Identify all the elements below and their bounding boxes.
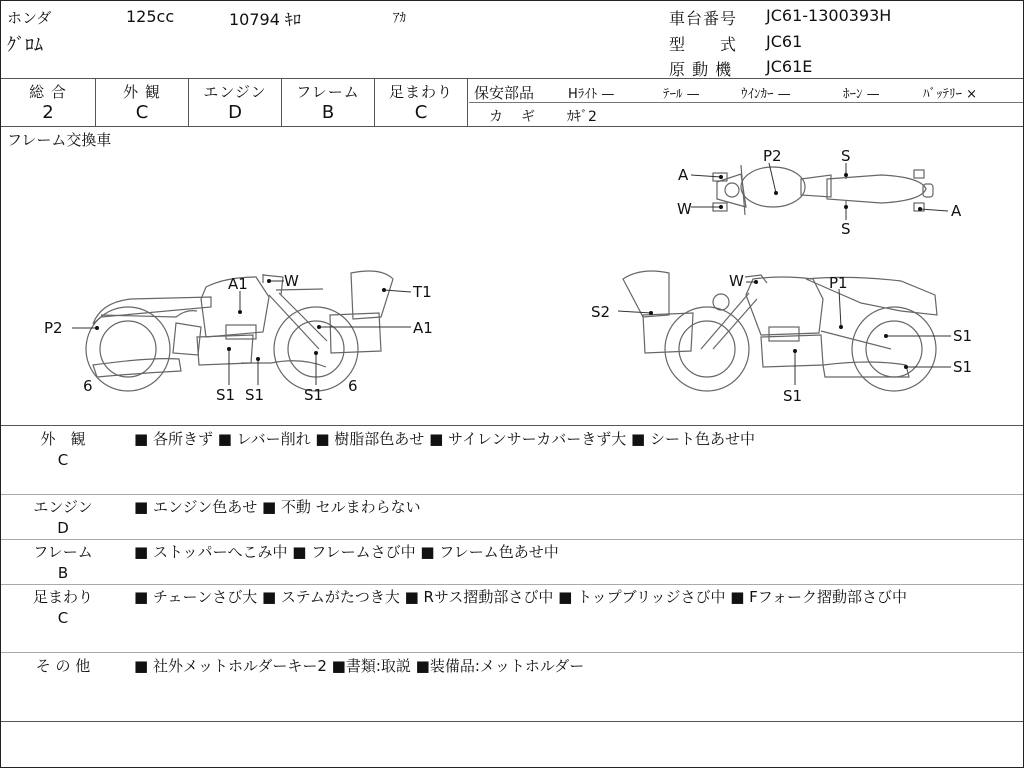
label-left-t1: T1 <box>413 283 432 301</box>
section-engine-text: ■ エンジン色あせ ■ 不動 セルまわらない <box>134 498 421 516</box>
engine-value: JC61E <box>766 57 813 76</box>
color: ｱｶ <box>393 11 406 26</box>
section-suspension-text: ■ チェーンさび大 ■ ステムがたつき大 ■ Rサス摺動部さび中 ■ トップブリッジさび中 ■ Fフォーク摺動部さび中 <box>134 588 908 606</box>
label-left-p2: P2 <box>44 319 63 337</box>
section-suspension-label: 足まわり C <box>32 588 93 627</box>
label-right-p1: P1 <box>829 274 848 292</box>
divider <box>1 721 1023 722</box>
label-top-s2: S <box>841 220 851 238</box>
model-name: ｸﾞﾛﾑ <box>7 35 43 56</box>
label-top-a: A <box>678 166 689 184</box>
note-frame-replaced: フレーム交換車 <box>7 131 112 149</box>
label-right-s1c: S1 <box>783 387 803 405</box>
grade-exterior: 外 観 C <box>123 83 161 123</box>
divider <box>1 584 1023 585</box>
key-value: ｶｷﾞ2 <box>567 109 597 125</box>
label-top-w: W <box>677 200 692 218</box>
label-left-6: 6 <box>83 377 93 395</box>
safety-horn: ﾎｰﾝ — <box>843 87 880 102</box>
grade-suspension: 足まわり C <box>388 83 453 123</box>
grade-engine: エンジン D <box>203 83 267 123</box>
label-left-s1b: S1 <box>245 386 265 404</box>
label-right-s1b: S1 <box>953 358 973 376</box>
grade-frame: フレーム B <box>296 83 360 123</box>
divider <box>1 425 1023 426</box>
frame-number-value: JC61-1300393H <box>766 6 892 25</box>
label-left-6b: 6 <box>348 377 358 395</box>
type-value: JC61 <box>766 32 803 51</box>
displacement: 125cc <box>126 7 175 26</box>
label-right-s2: S2 <box>591 303 611 321</box>
label-top-p2: P2 <box>763 147 782 165</box>
key-label: カ ギ <box>489 109 537 125</box>
right-side-motorcycle <box>623 271 937 391</box>
safety-winker: ｳｲﾝｶｰ — <box>741 87 791 102</box>
section-exterior-text: ■ 各所きず ■ レバー削れ ■ 樹脂部色あせ ■ サイレンサーカバーきず大 ■ シート色あせ中 <box>134 430 756 448</box>
label-left-w: W <box>284 272 299 290</box>
maker: ホンダ <box>7 9 52 27</box>
section-engine-label: エンジン D <box>33 498 93 537</box>
divider <box>1 652 1023 653</box>
safety-title: 保安部品 <box>474 84 535 102</box>
label-right-w: W <box>729 272 744 290</box>
type-label: 型 式 <box>669 35 738 54</box>
frame-number-label: 車台番号 <box>669 9 738 28</box>
divider <box>1 539 1023 540</box>
safety-battery: ﾊﾞｯﾃﾘｰ × <box>923 87 978 102</box>
label-left-a1b: A1 <box>413 319 433 337</box>
section-other-text: ■ 社外メットホルダーキー2 ■書類:取説 ■装備品:メットホルダー <box>134 657 585 675</box>
section-other-label: そ の 他 <box>35 657 91 675</box>
top-view-motorcycle <box>713 165 933 215</box>
section-frame-label: フレーム B <box>33 543 93 582</box>
section-frame-text: ■ ストッパーへこみ中 ■ フレームさび中 ■ フレーム色あせ中 <box>134 543 559 561</box>
divider <box>469 102 1023 103</box>
grade-overall: 総 合 2 <box>29 83 67 123</box>
divider <box>467 79 468 126</box>
engine-label: 原 動 機 <box>669 60 733 79</box>
label-right-s1a: S1 <box>953 327 973 345</box>
label-left-s1c: S1 <box>304 386 324 404</box>
diagram-dots <box>95 173 922 369</box>
divider <box>1 494 1023 495</box>
label-left-s1a: S1 <box>216 386 236 404</box>
section-exterior-label: 外 観 C <box>40 430 86 469</box>
safety-tail: ﾃｰﾙ — <box>663 87 700 102</box>
label-left-a1: A1 <box>228 275 248 293</box>
safety-headlight: Hﾗｲﾄ — <box>568 87 615 102</box>
mileage: 10794 ｷﾛ <box>229 10 301 29</box>
label-top-s: S <box>841 147 851 165</box>
label-top-a2: A <box>951 202 962 220</box>
damage-diagram <box>1 127 1023 425</box>
